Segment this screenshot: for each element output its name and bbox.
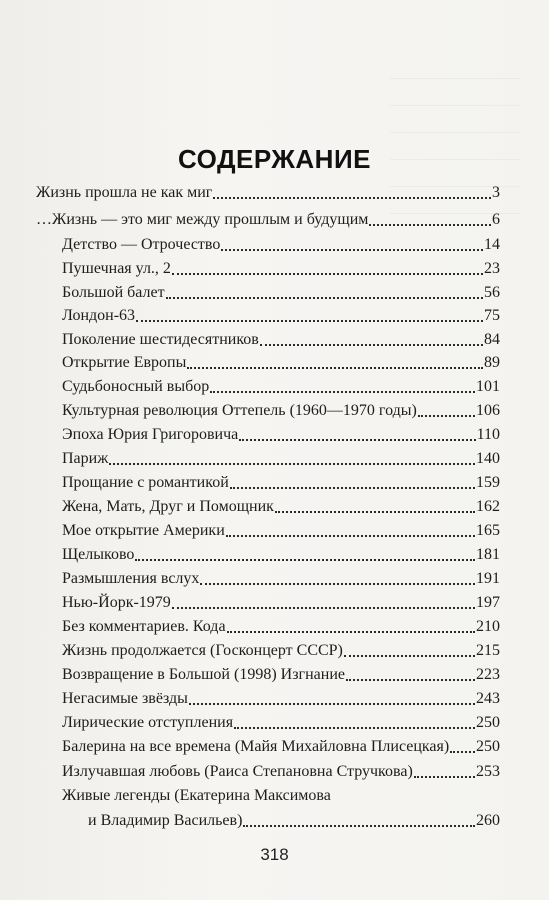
toc-entry-page: 243 — [476, 690, 500, 707]
dot-leader — [243, 825, 475, 827]
toc-entry — [62, 737, 500, 757]
toc-entry — [62, 425, 500, 445]
dot-leader — [200, 583, 475, 585]
dot-leader — [344, 655, 475, 657]
toc-entry — [62, 497, 500, 517]
dot-leader — [210, 391, 475, 393]
toc-entry-page: 197 — [476, 594, 500, 611]
toc-entry — [62, 521, 500, 541]
dot-leader — [230, 487, 475, 489]
toc-entry — [62, 330, 500, 350]
toc-entry — [36, 183, 500, 203]
toc-entry-page: 260 — [476, 812, 500, 829]
toc-entry-title: Балерина на все времена (Майя Михайловна Плисецкая) — [62, 738, 450, 755]
dot-leader — [369, 224, 491, 226]
toc-entry-page: 210 — [476, 618, 500, 635]
toc-entry — [62, 473, 500, 493]
toc-entry — [62, 665, 500, 685]
toc-entry-page: 23 — [484, 260, 500, 277]
dot-leader — [172, 607, 475, 609]
toc-entry — [62, 259, 500, 279]
dot-leader — [418, 415, 475, 417]
toc-entry-page: 106 — [476, 402, 500, 419]
toc-entry-page: 6 — [492, 211, 500, 228]
toc-entry-title: Жизнь прошла не как миг — [36, 184, 213, 201]
toc-entry-page: 250 — [476, 738, 500, 755]
dot-leader — [260, 344, 483, 346]
toc-entry — [62, 641, 500, 661]
toc-entry-page: 159 — [476, 474, 500, 491]
toc-entry — [62, 713, 500, 733]
toc-entry-title: Мое открытие Америки — [62, 522, 225, 539]
toc-entry-title: Без комментариев. Кода — [62, 618, 226, 635]
toc-entry-title: Излучавшая любовь (Раиса Степановна Стручкова) — [62, 763, 413, 780]
toc-entry-title: Щелыково — [62, 546, 135, 563]
toc-entry — [62, 306, 500, 326]
toc-entry — [62, 401, 500, 421]
toc-entry-page: 253 — [476, 763, 500, 780]
toc-entry-page: 162 — [476, 498, 500, 515]
toc-entry-title: Жена, Мать, Друг и Помощник — [62, 498, 274, 515]
toc-entry — [62, 353, 500, 373]
toc-entry-title: и Владимир Васильев) — [88, 812, 243, 829]
toc-entry-page: 14 — [484, 236, 500, 253]
toc-entry — [62, 569, 500, 589]
toc-entry — [88, 811, 500, 831]
toc-entry-title: Негасимые звёзды — [62, 690, 188, 707]
toc-entry-page: 181 — [476, 546, 500, 563]
toc-entry-title: Живые легенды (Екатерина Максимова — [62, 787, 331, 804]
toc-entry-page: 56 — [484, 284, 500, 301]
dot-leader — [226, 535, 475, 537]
toc-entry-title: Размышления вслух — [62, 570, 200, 587]
toc-entry — [62, 762, 500, 782]
dot-leader — [166, 297, 483, 299]
toc-heading: СОДЕРЖАНИЕ — [178, 144, 371, 174]
dot-leader — [136, 320, 483, 322]
dot-leader — [213, 197, 491, 199]
toc-entry-title: Возвращение в Большой (1998) Изгнание — [62, 666, 345, 683]
page-number: 318 — [260, 845, 289, 864]
toc-entry-title: Пушечная ул., 2 — [62, 260, 171, 277]
toc-entry — [62, 449, 500, 469]
toc-entry-title: Культурная революция Оттепель (1960—1970 годы) — [62, 402, 417, 419]
dot-leader — [346, 679, 475, 681]
toc-entry-title: Прощание с романтикой — [62, 474, 229, 491]
dot-leader — [239, 439, 475, 441]
toc-entry-title: Судьбоносный выбор — [62, 378, 210, 395]
toc-entry-title: Большой балет — [62, 284, 165, 301]
toc-entry — [62, 235, 500, 255]
toc-entry-title: Поколение шестидесятников — [62, 331, 259, 348]
dot-leader — [172, 273, 483, 275]
toc-entry-title: …Жизнь — это миг между прошлым и будущим — [36, 211, 369, 228]
dot-leader — [187, 367, 483, 369]
dot-leader — [414, 776, 475, 778]
toc-entry — [62, 689, 500, 709]
dot-leader — [189, 703, 475, 705]
toc-entry-page: 250 — [476, 714, 500, 731]
dot-leader — [450, 751, 475, 753]
toc-entry — [62, 377, 500, 397]
dot-leader — [234, 727, 475, 729]
toc-entry-page: 75 — [484, 307, 500, 324]
toc-entry-page: 140 — [476, 450, 500, 467]
toc-entry — [62, 593, 500, 613]
dot-leader — [135, 559, 475, 561]
toc-entry — [62, 283, 500, 303]
dot-leader — [221, 249, 483, 251]
toc-entry-title: Лондон-63 — [62, 307, 136, 324]
toc-entry — [36, 210, 500, 230]
toc-entry-page: 89 — [484, 354, 500, 371]
toc-entry-page: 3 — [492, 184, 500, 201]
toc-entry-title: Открытие Европы — [62, 354, 187, 371]
dot-leader — [275, 511, 475, 513]
toc-entry-page: 215 — [476, 642, 500, 659]
toc-entry-title: Детство — Отрочество — [62, 236, 221, 253]
dot-leader — [109, 463, 475, 465]
toc-entry-page: 110 — [476, 426, 500, 443]
toc-entry-title: Эпоха Юрия Григоровича — [62, 426, 239, 443]
dot-leader — [227, 631, 475, 633]
toc-entry-page: 101 — [476, 378, 500, 395]
toc-entry-title: Нью-Йорк-1979 — [62, 594, 171, 611]
toc-entry-title: Лирические отступления — [62, 714, 234, 731]
toc-entry-page: 84 — [484, 331, 500, 348]
toc-entry-page: 223 — [476, 666, 500, 683]
toc-entry-title: Жизнь продолжается (Госконцерт СССР) — [62, 642, 343, 659]
toc-entry-page: 165 — [476, 522, 500, 539]
toc-entry — [62, 617, 500, 637]
toc-entry-title: Париж — [62, 450, 109, 467]
toc-entry-page: 191 — [476, 570, 500, 587]
toc-entry — [62, 545, 500, 565]
